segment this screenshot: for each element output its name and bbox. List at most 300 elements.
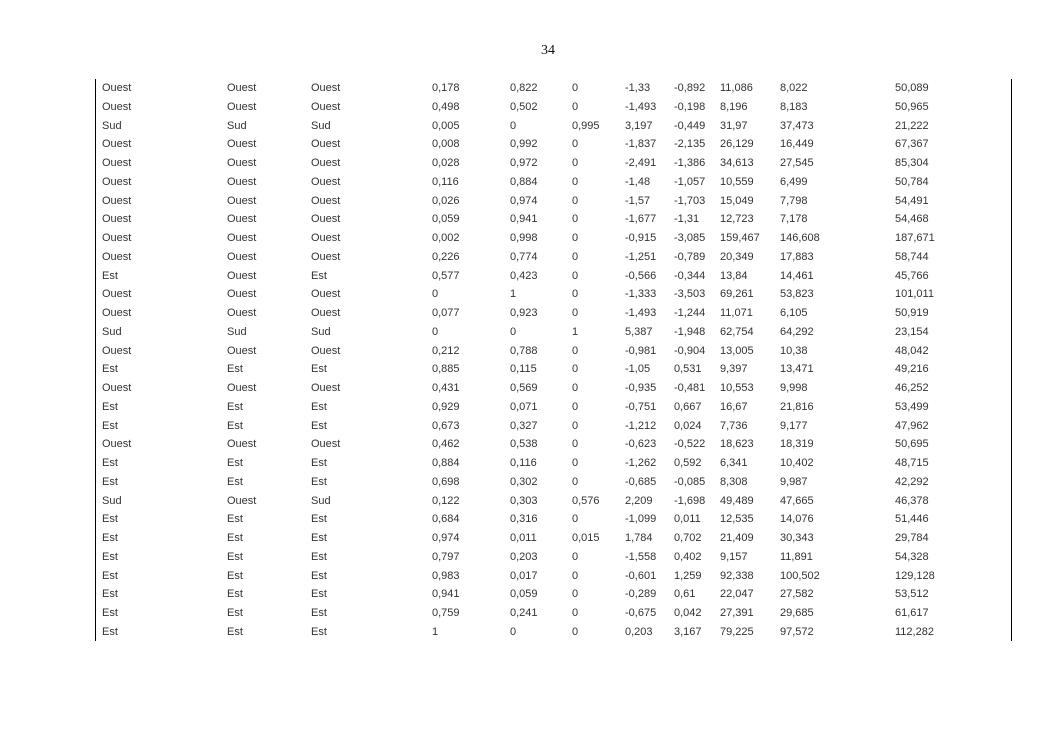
cell-value-1: 15,049 (720, 194, 754, 207)
cell-coord-1: -1,48 (625, 175, 651, 188)
cell-value-2: 8,183 (780, 100, 808, 113)
cell-prob-est: 0,077 (432, 307, 460, 319)
cell-coord-2: -3,503 (674, 288, 706, 301)
cell-value-2: 37,473 (780, 119, 814, 132)
cell-prob-ouest: 0,538 (510, 438, 538, 451)
cell-coord-1: 1,784 (625, 532, 653, 544)
cell-prob-ouest: 0 (510, 325, 517, 338)
cell-prob-ouest: 0,774 (510, 250, 538, 263)
cell-prob-est: 0,462 (432, 438, 460, 451)
cell-prob-ouest: 0,788 (510, 344, 538, 357)
cell-value-3: 48,042 (895, 344, 929, 357)
cell-prob-sud: 0 (572, 213, 579, 226)
cell-region-a: Est (102, 475, 118, 488)
table-row (96, 98, 1011, 117)
cell-region-b: Ouest (227, 82, 257, 94)
table-row (96, 342, 1011, 361)
cell-coord-1: 0,203 (625, 625, 653, 638)
cell-value-3: 50,089 (895, 82, 929, 94)
table-row (96, 529, 1011, 548)
cell-prob-sud: 0 (572, 400, 579, 413)
cell-region-c: Est (311, 569, 327, 582)
table-row (96, 304, 1011, 323)
cell-prob-sud: 0 (572, 157, 579, 169)
cell-prob-ouest: 0,116 (510, 457, 537, 469)
cell-coord-1: 3,197 (625, 119, 653, 132)
cell-value-3: 61,617 (895, 607, 929, 619)
cell-value-1: 10,559 (720, 175, 754, 188)
cell-value-2: 7,178 (780, 213, 808, 226)
cell-coord-1: -0,751 (625, 400, 657, 413)
table-row (96, 267, 1011, 286)
cell-prob-sud: 0 (572, 457, 579, 469)
cell-region-c: Sud (311, 494, 331, 507)
cell-coord-2: 3,167 (674, 625, 702, 638)
table-row (96, 360, 1011, 379)
table-row (96, 117, 1011, 136)
cell-prob-sud: 0 (572, 269, 579, 282)
cell-region-a: Est (102, 625, 118, 638)
cell-prob-est: 0,577 (432, 269, 460, 282)
cell-coord-1: -1,333 (625, 288, 657, 301)
cell-prob-est: 0,684 (432, 513, 460, 526)
cell-coord-1: -0,915 (625, 232, 657, 244)
cell-region-a: Est (102, 607, 118, 619)
cell-value-3: 54,468 (895, 213, 929, 226)
cell-value-1: 10,553 (720, 382, 754, 394)
cell-value-2: 9,177 (780, 419, 808, 432)
cell-region-b: Ouest (227, 213, 257, 226)
cell-prob-ouest: 0,011 (510, 532, 537, 544)
cell-prob-sud: 0 (572, 307, 579, 319)
cell-region-b: Est (227, 625, 243, 638)
cell-region-b: Est (227, 607, 243, 619)
cell-value-2: 7,798 (780, 194, 808, 207)
cell-coord-2: -1,386 (674, 157, 706, 169)
cell-coord-2: 0,702 (674, 532, 702, 544)
cell-value-2: 9,998 (780, 382, 808, 394)
cell-coord-1: -0,675 (625, 607, 657, 619)
cell-region-b: Ouest (227, 288, 257, 301)
table-row (96, 248, 1011, 267)
table-frame (95, 79, 1012, 641)
cell-value-2: 9,987 (780, 475, 808, 488)
cell-coord-1: -2,491 (625, 157, 657, 169)
cell-prob-est: 0,002 (432, 232, 460, 244)
cell-prob-est: 0,673 (432, 419, 460, 432)
cell-prob-est: 0,122 (432, 494, 460, 507)
cell-region-b: Est (227, 475, 243, 488)
table-row (96, 135, 1011, 154)
cell-prob-ouest: 0,071 (510, 400, 538, 413)
cell-coord-2: -2,135 (674, 138, 706, 151)
cell-region-c: Sud (311, 119, 331, 132)
cell-region-a: Ouest (102, 438, 132, 451)
cell-region-c: Ouest (311, 138, 341, 151)
cell-region-c: Est (311, 625, 327, 638)
cell-prob-ouest: 0 (510, 625, 517, 638)
cell-value-3: 42,292 (895, 475, 929, 488)
cell-value-3: 54,328 (895, 550, 929, 563)
cell-region-b: Sud (227, 119, 247, 132)
cell-coord-1: -0,289 (625, 588, 657, 601)
cell-prob-sud: 0 (572, 513, 579, 526)
cell-region-b: Est (227, 363, 243, 376)
cell-value-2: 6,105 (780, 307, 808, 319)
cell-value-1: 79,225 (720, 625, 754, 638)
cell-prob-sud: 0 (572, 607, 579, 619)
cell-region-c: Ouest (311, 250, 341, 263)
cell-prob-ouest: 0,502 (510, 100, 538, 113)
cell-prob-ouest: 0,998 (510, 232, 538, 244)
cell-value-2: 100,502 (780, 569, 820, 582)
cell-prob-ouest: 0,059 (510, 588, 538, 601)
cell-region-b: Ouest (227, 438, 257, 451)
cell-coord-1: -0,623 (625, 438, 657, 451)
cell-prob-ouest: 0,203 (510, 550, 538, 563)
page-number: 34 (541, 43, 555, 58)
cell-prob-sud: 0 (572, 438, 579, 451)
cell-prob-sud: 0,995 (572, 119, 600, 132)
cell-value-1: 22,047 (720, 588, 754, 601)
cell-prob-est: 0 (432, 325, 439, 338)
cell-prob-sud: 0 (572, 475, 579, 488)
table-body (96, 79, 1011, 642)
cell-region-a: Ouest (102, 138, 132, 151)
cell-region-b: Ouest (227, 344, 257, 357)
cell-value-3: 187,671 (895, 232, 935, 244)
cell-value-3: 53,512 (895, 588, 929, 601)
cell-region-a: Sud (102, 325, 122, 338)
cell-coord-1: -0,981 (625, 344, 657, 357)
cell-value-1: 8,196 (720, 100, 748, 113)
cell-prob-sud: 0 (572, 588, 579, 601)
cell-region-a: Est (102, 419, 118, 432)
cell-value-1: 69,261 (720, 288, 754, 301)
cell-coord-1: -1,33 (625, 82, 651, 94)
cell-value-1: 34,613 (720, 157, 754, 169)
cell-value-2: 10,38 (780, 344, 808, 357)
cell-region-c: Ouest (311, 100, 341, 113)
cell-prob-ouest: 0,303 (510, 494, 538, 507)
cell-prob-sud: 0 (572, 625, 579, 638)
cell-region-a: Est (102, 569, 118, 582)
cell-region-a: Ouest (102, 344, 132, 357)
cell-coord-2: -0,789 (674, 250, 706, 263)
cell-value-1: 26,129 (720, 138, 754, 151)
cell-prob-est: 0,974 (432, 532, 460, 544)
cell-region-c: Ouest (311, 194, 341, 207)
cell-value-3: 112,282 (895, 625, 934, 638)
cell-prob-ouest: 0,992 (510, 138, 538, 151)
cell-region-b: Est (227, 400, 243, 413)
cell-coord-2: -0,481 (674, 382, 706, 394)
cell-region-b: Sud (227, 325, 247, 338)
cell-value-1: 8,308 (720, 475, 748, 488)
cell-value-3: 101,011 (895, 288, 934, 301)
cell-region-c: Est (311, 457, 327, 469)
table-row (96, 604, 1011, 623)
cell-region-c: Ouest (311, 344, 341, 357)
cell-region-a: Ouest (102, 157, 132, 169)
cell-value-3: 50,965 (895, 100, 929, 113)
cell-region-a: Est (102, 457, 118, 469)
cell-prob-est: 0,059 (432, 213, 460, 226)
cell-value-1: 31,97 (720, 119, 748, 132)
cell-region-b: Est (227, 532, 243, 544)
table-row (96, 623, 1011, 642)
cell-prob-ouest: 0,884 (510, 175, 538, 188)
cell-region-a: Est (102, 532, 118, 544)
cell-region-c: Est (311, 607, 327, 619)
cell-value-3: 51,446 (895, 513, 929, 526)
cell-value-1: 9,397 (720, 363, 748, 376)
cell-prob-sud: 0 (572, 288, 579, 301)
cell-value-2: 10,402 (780, 457, 814, 469)
cell-coord-2: -0,344 (674, 269, 706, 282)
cell-prob-est: 0,885 (432, 363, 460, 376)
cell-prob-ouest: 0,941 (510, 213, 538, 226)
cell-value-3: 50,695 (895, 438, 929, 451)
cell-coord-1: -0,601 (625, 569, 657, 582)
cell-value-2: 29,685 (780, 607, 814, 619)
cell-value-1: 11,071 (720, 307, 753, 319)
cell-prob-est: 0,983 (432, 569, 460, 582)
table-row (96, 510, 1011, 529)
cell-prob-sud: 0,576 (572, 494, 600, 507)
cell-prob-ouest: 0,423 (510, 269, 538, 282)
cell-value-3: 58,744 (895, 250, 929, 263)
cell-value-2: 14,461 (780, 269, 814, 282)
cell-prob-sud: 0 (572, 82, 579, 94)
cell-prob-sud: 0 (572, 100, 579, 113)
cell-region-a: Ouest (102, 288, 132, 301)
table-row (96, 285, 1011, 304)
cell-prob-sud: 0 (572, 250, 579, 263)
cell-region-c: Sud (311, 325, 331, 338)
cell-value-2: 64,292 (780, 325, 814, 338)
table-row (96, 567, 1011, 586)
cell-coord-1: -1,493 (625, 100, 657, 113)
cell-coord-1: -1,57 (625, 194, 651, 207)
table-row (96, 79, 1011, 98)
cell-region-a: Est (102, 363, 118, 376)
cell-region-a: Est (102, 550, 118, 563)
cell-coord-2: -3,085 (674, 232, 706, 244)
cell-coord-2: 0,531 (674, 363, 702, 376)
cell-region-b: Ouest (227, 100, 257, 113)
cell-prob-sud: 0 (572, 232, 579, 244)
cell-coord-2: -1,703 (674, 194, 706, 207)
cell-value-1: 7,736 (720, 419, 748, 432)
cell-region-a: Est (102, 513, 118, 526)
cell-region-a: Ouest (102, 307, 132, 319)
cell-region-a: Ouest (102, 382, 132, 394)
cell-value-1: 159,467 (720, 232, 760, 244)
cell-coord-1: -1,262 (625, 457, 657, 469)
cell-region-c: Est (311, 475, 327, 488)
cell-coord-2: -1,057 (674, 175, 706, 188)
cell-value-1: 11,086 (720, 82, 753, 94)
cell-coord-1: 2,209 (625, 494, 653, 507)
cell-coord-1: 5,387 (625, 325, 653, 338)
cell-value-3: 50,784 (895, 175, 929, 188)
cell-value-2: 13,471 (780, 363, 814, 376)
cell-region-b: Est (227, 588, 243, 601)
cell-value-3: 29,784 (895, 532, 929, 544)
cell-value-2: 27,545 (780, 157, 814, 169)
cell-coord-2: -1,948 (674, 325, 706, 338)
cell-value-3: 21,222 (895, 119, 929, 132)
cell-region-a: Est (102, 400, 118, 413)
cell-value-2: 14,076 (780, 513, 814, 526)
cell-value-2: 27,582 (780, 588, 814, 601)
cell-region-c: Est (311, 363, 327, 376)
cell-coord-1: -1,212 (625, 419, 657, 432)
cell-prob-ouest: 0,972 (510, 157, 538, 169)
cell-value-3: 46,252 (895, 382, 929, 394)
cell-prob-est: 0,178 (432, 82, 460, 94)
cell-value-1: 62,754 (720, 325, 754, 338)
cell-region-b: Ouest (227, 194, 257, 207)
cell-region-a: Est (102, 588, 118, 601)
cell-value-1: 12,723 (720, 213, 754, 226)
cell-value-3: 48,715 (895, 457, 929, 469)
cell-value-2: 21,816 (780, 400, 814, 413)
cell-region-c: Est (311, 588, 327, 601)
cell-coord-2: -0,892 (674, 82, 706, 94)
cell-region-a: Ouest (102, 100, 132, 113)
table-row (96, 548, 1011, 567)
cell-region-a: Est (102, 269, 118, 282)
cell-value-3: 23,154 (895, 325, 929, 338)
table-row (96, 173, 1011, 192)
cell-region-b: Est (227, 419, 243, 432)
cell-region-c: Ouest (311, 232, 341, 244)
cell-value-1: 13,005 (720, 344, 754, 357)
cell-region-a: Ouest (102, 250, 132, 263)
cell-region-b: Ouest (227, 175, 257, 188)
cell-prob-est: 0,026 (432, 194, 460, 207)
cell-prob-ouest: 0,017 (510, 569, 538, 582)
cell-value-3: 47,962 (895, 419, 929, 432)
cell-prob-sud: 1 (572, 325, 579, 338)
cell-prob-est: 0,941 (432, 588, 460, 601)
cell-prob-est: 1 (432, 625, 439, 638)
cell-region-c: Est (311, 419, 327, 432)
table-row (96, 229, 1011, 248)
cell-coord-1: -1,05 (625, 363, 651, 376)
cell-region-c: Ouest (311, 213, 341, 226)
cell-value-2: 8,022 (780, 82, 808, 94)
cell-prob-est: 0,431 (432, 382, 460, 394)
cell-coord-1: -1,493 (625, 307, 657, 319)
cell-region-a: Sud (102, 494, 122, 507)
table-row (96, 585, 1011, 604)
cell-coord-2: 0,592 (674, 457, 702, 469)
cell-prob-ouest: 0,316 (510, 513, 538, 526)
cell-region-b: Ouest (227, 138, 257, 151)
cell-prob-sud: 0 (572, 382, 579, 394)
cell-prob-ouest: 0,327 (510, 419, 538, 432)
cell-value-1: 6,341 (720, 457, 748, 469)
cell-region-c: Est (311, 400, 327, 413)
cell-prob-est: 0,929 (432, 400, 460, 413)
cell-coord-2: -0,085 (674, 475, 706, 488)
cell-prob-ouest: 0,569 (510, 382, 538, 394)
cell-coord-1: -1,099 (625, 513, 657, 526)
table-row (96, 323, 1011, 342)
cell-region-b: Ouest (227, 250, 257, 263)
cell-value-2: 16,449 (780, 138, 814, 151)
cell-prob-sud: 0 (572, 569, 579, 582)
cell-prob-est: 0,759 (432, 607, 460, 619)
cell-coord-2: 1,259 (674, 569, 702, 582)
cell-value-2: 17,883 (780, 250, 814, 263)
cell-prob-sud: 0 (572, 138, 579, 151)
cell-region-a: Ouest (102, 175, 132, 188)
cell-value-3: 50,919 (895, 307, 929, 319)
cell-value-2: 6,499 (780, 175, 808, 188)
cell-coord-2: -0,198 (674, 100, 706, 113)
cell-value-1: 49,489 (720, 494, 754, 507)
cell-region-b: Est (227, 513, 243, 526)
cell-value-3: 85,304 (895, 157, 929, 169)
table-row (96, 492, 1011, 511)
cell-coord-2: -0,522 (674, 438, 706, 451)
cell-region-a: Ouest (102, 213, 132, 226)
cell-region-c: Est (311, 532, 327, 544)
cell-region-c: Est (311, 269, 327, 282)
cell-coord-1: -0,566 (625, 269, 657, 282)
cell-coord-2: -1,244 (674, 307, 706, 319)
cell-prob-est: 0,028 (432, 157, 460, 169)
cell-value-1: 27,391 (720, 607, 754, 619)
cell-prob-est: 0,212 (432, 344, 460, 357)
cell-coord-1: -1,251 (625, 250, 657, 263)
cell-coord-1: -1,558 (625, 550, 657, 563)
cell-prob-sud: 0 (572, 363, 579, 376)
cell-region-b: Ouest (227, 269, 257, 282)
table-row (96, 398, 1011, 417)
cell-region-b: Ouest (227, 382, 257, 394)
cell-value-1: 20,349 (720, 250, 754, 263)
cell-coord-2: 0,011 (674, 513, 701, 526)
cell-coord-2: 0,024 (674, 419, 702, 432)
cell-coord-2: 0,667 (674, 400, 702, 413)
cell-prob-ouest: 0,115 (510, 363, 537, 376)
cell-coord-1: -0,685 (625, 475, 657, 488)
cell-value-2: 30,343 (780, 532, 814, 544)
cell-region-c: Ouest (311, 82, 341, 94)
cell-region-c: Ouest (311, 382, 341, 394)
cell-region-c: Ouest (311, 175, 341, 188)
cell-prob-est: 0,884 (432, 457, 460, 469)
cell-region-c: Ouest (311, 438, 341, 451)
cell-prob-ouest: 0,923 (510, 307, 538, 319)
table-row (96, 379, 1011, 398)
cell-prob-sud: 0 (572, 419, 579, 432)
cell-value-3: 67,367 (895, 138, 929, 151)
cell-region-b: Ouest (227, 494, 257, 507)
cell-prob-sud: 0 (572, 194, 579, 207)
cell-value-2: 146,608 (780, 232, 820, 244)
table-row (96, 210, 1011, 229)
cell-region-b: Est (227, 550, 243, 563)
cell-region-c: Est (311, 513, 327, 526)
cell-prob-ouest: 0,822 (510, 82, 538, 94)
cell-coord-2: -0,904 (674, 344, 706, 357)
